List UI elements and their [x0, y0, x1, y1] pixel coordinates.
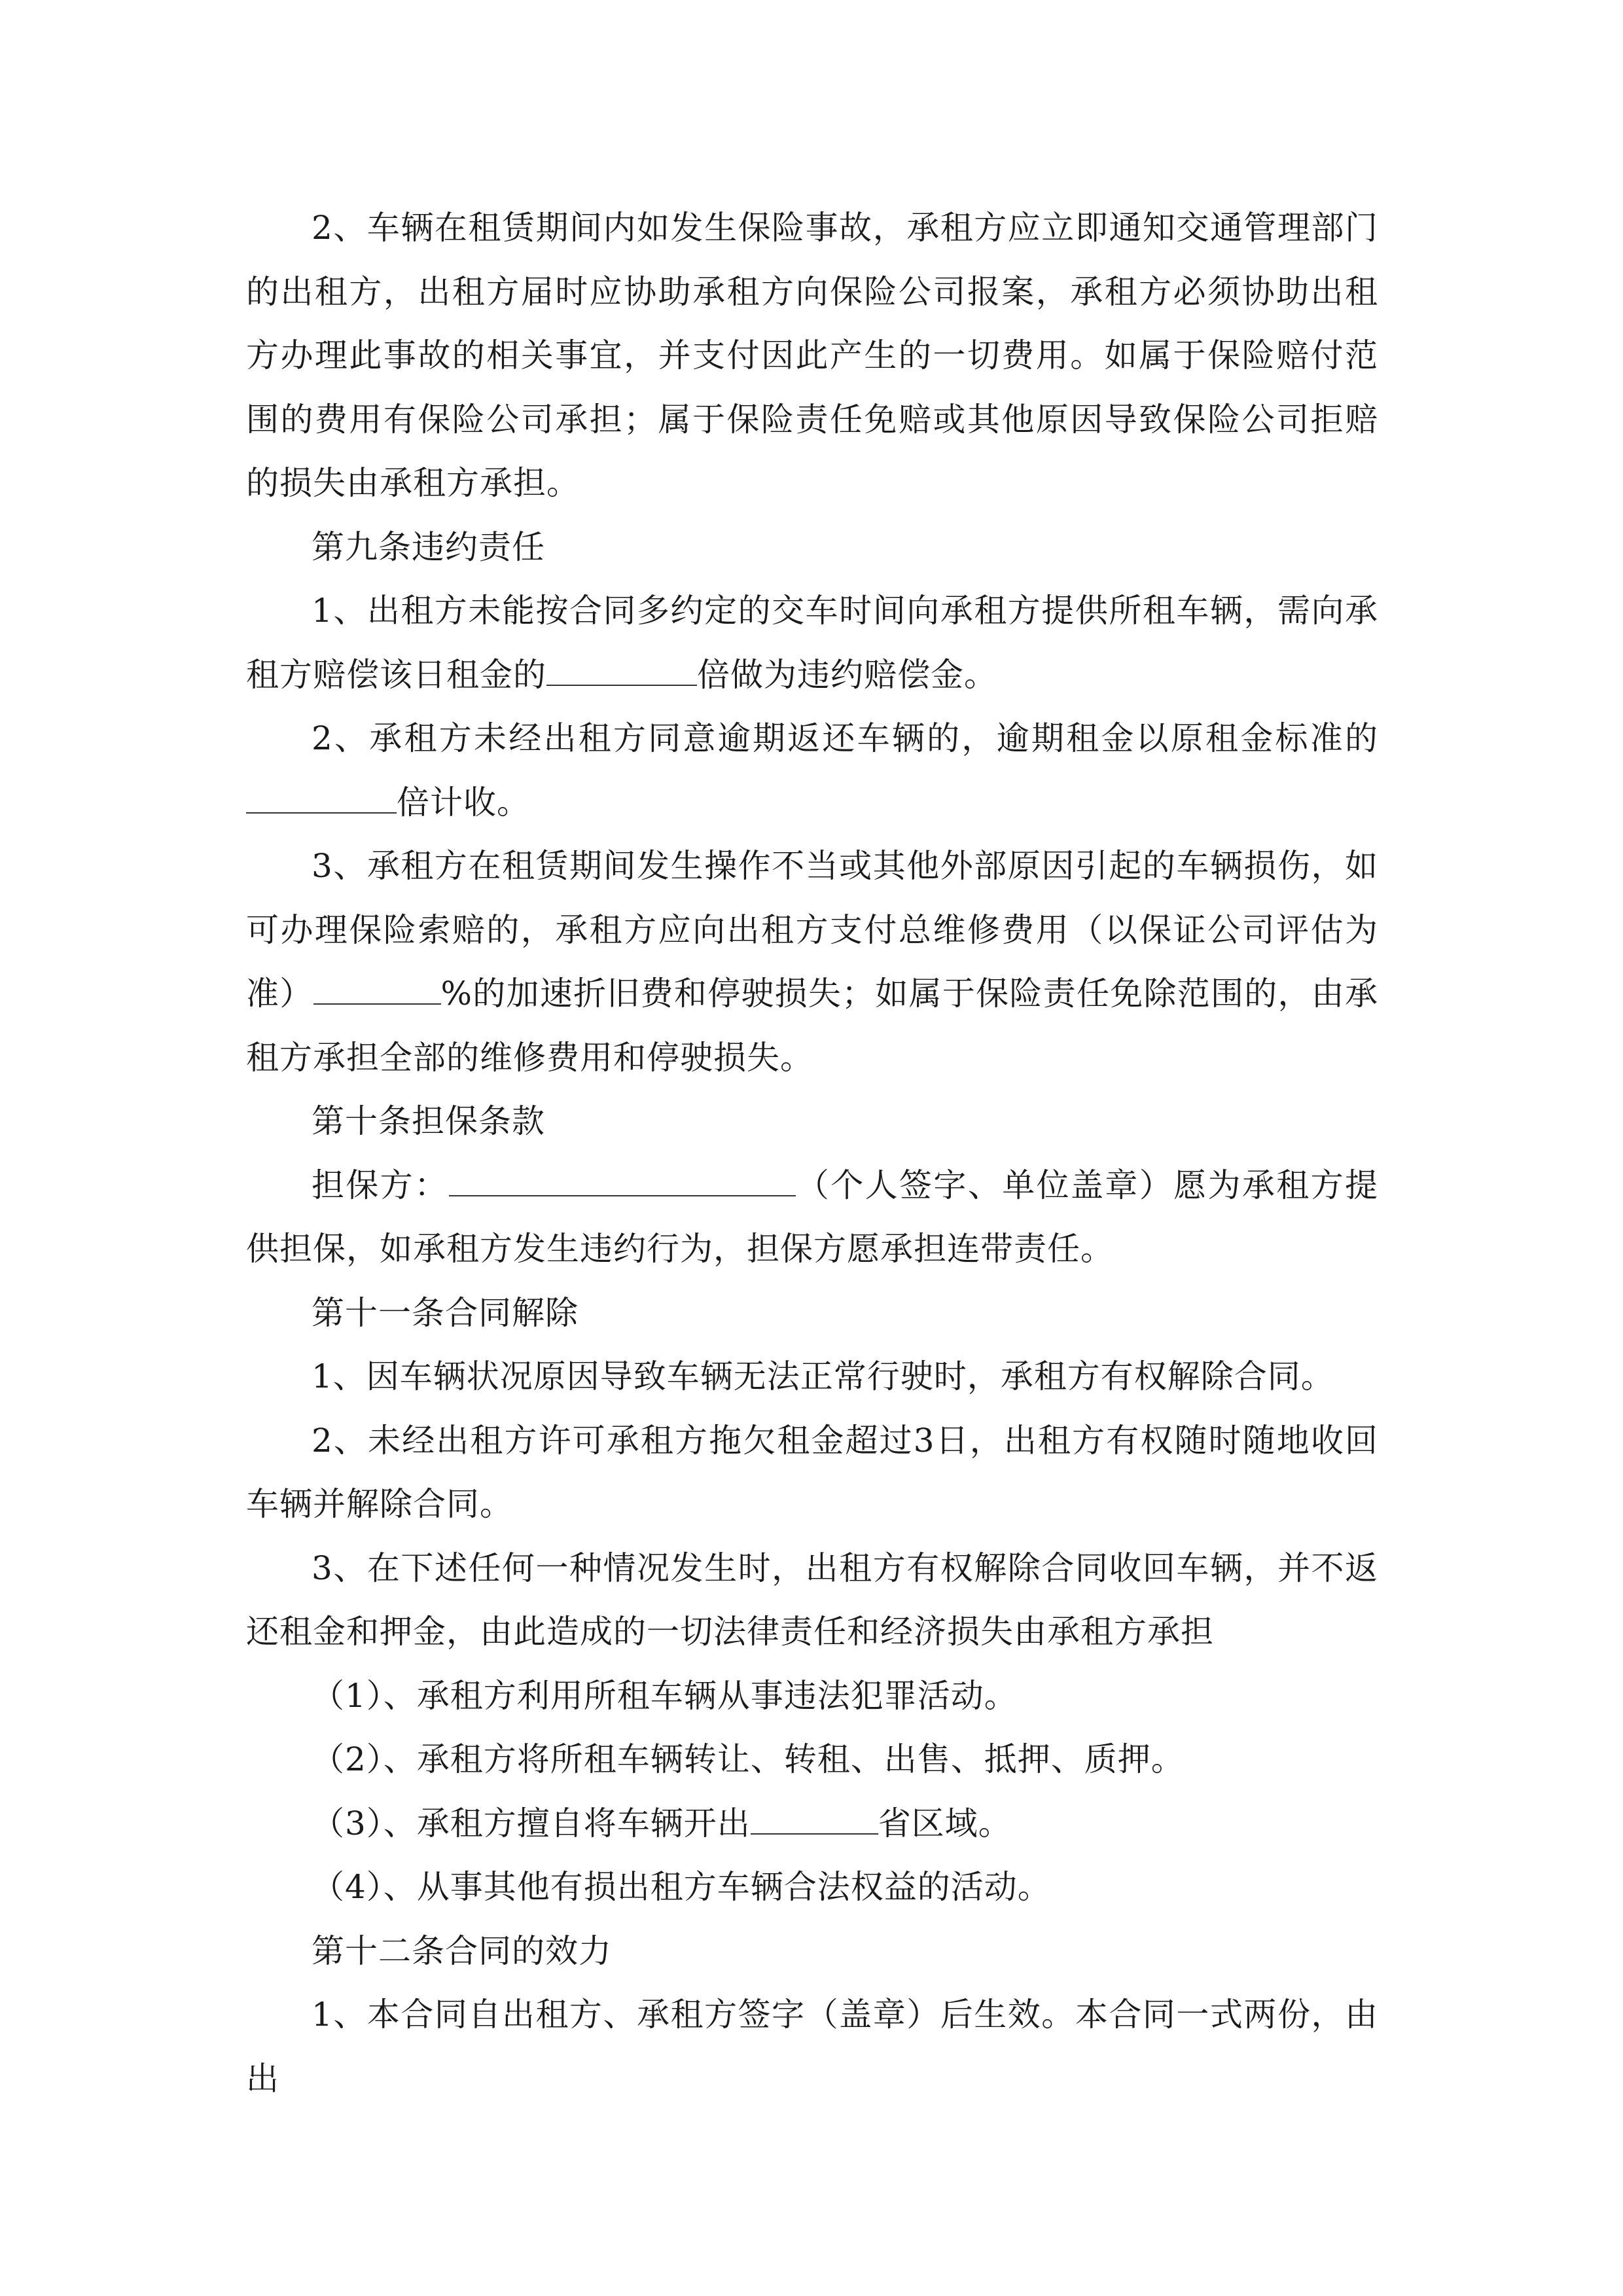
heading-article-9: 第九条违约责任: [312, 528, 545, 566]
list-item-11-3-3-text-a: （3）、承租方擅自将车辆开出: [312, 1804, 751, 1842]
paragraph-9-2-text-a: 2、承租方未经出租方同意逾期返还车辆的，逾期租金以原租金标准的: [312, 719, 1378, 757]
paragraph-9-3-text-a: 3、承租方在租赁期间发生操作不当或其他外部原因引起的车辆损伤，如可办理保险索赔的，承租方应向出租方支付总维修费用（以保证公司评估为准）: [246, 847, 1378, 1013]
paragraph-insurance-accident: 2、车辆在租赁期间内如发生保险事故，承租方应立即通知交通管理部门的出租方，出租方届时应协助承租方向保险公司报案，承租方必须协助出租方办理此事故的相关事宜，并支付因此产生的一切费用。如属于保险赔付范围的费用有保险公司承担；属于保险责任免赔或其他原因导致保险公司拒赔的损失由承租方承担。: [246, 209, 1378, 502]
heading-article-12: 第十二条合同的效力: [312, 1931, 612, 1970]
paragraph-9-1-text-a: 1、出租方未能按合同多约定的交车时间向承租方提供所租车辆，需向承租方赔偿该日租金的: [246, 592, 1378, 694]
paragraph-11-3: 3、在下述任何一种情况发生时，出租方有权解除合同收回车辆，并不返还租金和押金，由此造成的一切法律责任和经济损失由承租方承担: [246, 1549, 1378, 1651]
paragraph-9-1-text-b: 倍做为违约赔偿金。: [697, 655, 997, 694]
fill-blank-multiplier: [546, 658, 697, 686]
paragraph-9-3: [246, 834, 1378, 1090]
paragraph-11-2: 2、未经出租方许可承租方拖欠租金超过3日，出租方有权随时随地收回车辆并解除合同。: [246, 1421, 1378, 1523]
heading-article-10: 第十条担保条款: [312, 1102, 545, 1140]
paragraph-11-1: 1、因车辆状况原因导致车辆无法正常行驶时，承租方有权解除合同。: [312, 1357, 1334, 1395]
fill-blank-percent: [313, 977, 441, 1005]
fill-blank-province: [751, 1807, 878, 1835]
paragraph-9-2-text-b: 倍计收。: [397, 783, 530, 821]
list-item-11-3-4: （4）、从事其他有损出租方车辆合法权益的活动。: [312, 1868, 1051, 1906]
fill-blank-guarantor: [449, 1169, 796, 1196]
list-item-11-3-2: （2）、承租方将所租车辆转让、转租、出售、抵押、质押。: [312, 1740, 1185, 1778]
paragraph-10: [246, 1154, 1378, 1282]
heading-article-11: 第十一条合同解除: [312, 1293, 579, 1332]
fill-blank-overdue-multiplier: [246, 786, 397, 814]
paragraph-10-text-b: （个人签字、单位盖章）愿为承租方提供担保，如承租方发生违约行为，担保方愿承担连带责任。: [246, 1166, 1379, 1268]
list-item-11-3-3: [246, 1792, 1378, 1856]
paragraph-10-text-a: 担保方：: [312, 1166, 449, 1204]
list-item-11-3-3-text-b: 省区域。: [878, 1804, 1012, 1842]
paragraph-12-1: 1、本合同自出租方、承租方签字（盖章）后生效。本合同一式两份，由出: [246, 1996, 1378, 2098]
paragraph-9-3-text-b: %的加速折旧费和停驶损失；如属于保险责任免除范围的，由承租方承担全部的维修费用和停驶损失。: [246, 975, 1379, 1077]
paragraph-9-1: [246, 579, 1378, 707]
paragraph-9-2: [246, 707, 1378, 834]
document-body: [246, 196, 1378, 2111]
list-item-11-3-1: （1）、承租方利用所租车辆从事违法犯罪活动。: [312, 1676, 1018, 1715]
